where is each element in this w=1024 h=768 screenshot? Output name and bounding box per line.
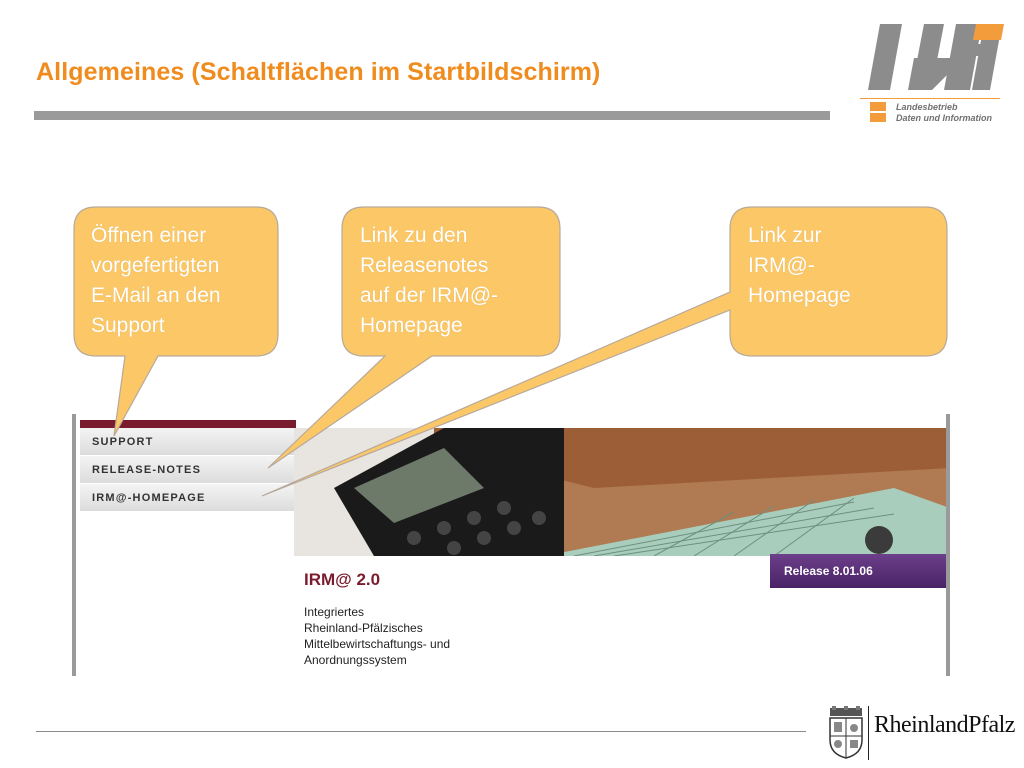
product-title: IRM@ 2.0 [304, 570, 381, 589]
callout-irm-homepage-text [748, 221, 851, 311]
callout-line: Support [91, 314, 165, 337]
callout-line: Öffnen einer [91, 224, 207, 247]
nav-release-notes-button[interactable]: RELEASE-NOTES [80, 456, 296, 484]
callout-line: Link zur [748, 224, 822, 247]
callout-line: IRM@- [748, 254, 815, 277]
description-line: Integriertes [304, 605, 365, 619]
description-line: Anordnungssystem [304, 653, 407, 667]
slide-title: Allgemeines (Schaltflächen im Startbildschirm) [36, 58, 601, 86]
release-badge: Release 8.01.06 [770, 554, 950, 588]
description-line: Rheinland-Pfälzisches [304, 621, 423, 635]
callout-line: auf der IRM@- [360, 284, 499, 307]
rlp-logo [824, 704, 1014, 762]
callout-line: E-Mail an den [91, 284, 221, 307]
callout-line: Link zu den [360, 224, 468, 247]
callout-line: Homepage [360, 314, 463, 337]
ldi-logo-line1: Landesbetrieb [896, 102, 958, 112]
callout-line: Homepage [748, 284, 851, 307]
nav-irm-homepage-button[interactable]: IRM@-HOMEPAGE [80, 484, 296, 512]
callout-release-notes-text [360, 221, 498, 341]
rlp-crest-icon [826, 706, 866, 760]
callout-support-text [91, 221, 221, 341]
description-line: Mittelbewirtschaftungs- und [304, 637, 451, 651]
callout-line: Releasenotes [360, 254, 489, 277]
callout-line: vorgefertigten [91, 254, 220, 277]
rlp-wordmark: RheinlandPfalz [874, 712, 1015, 738]
nav-support-button[interactable]: SUPPORT [80, 428, 296, 456]
footer-rule [36, 731, 806, 732]
rlp-separator [868, 706, 869, 760]
ldi-logo-line2: Daten und Information [896, 113, 992, 123]
